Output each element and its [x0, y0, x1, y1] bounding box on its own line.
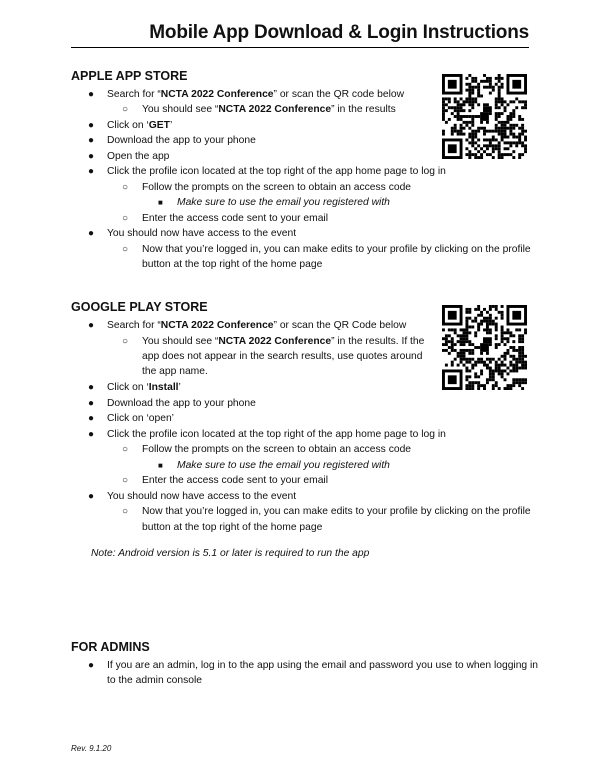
bullet: ○ [122, 104, 129, 115]
apple-line-7: Follow the prompts on the screen to obtain an access code [142, 182, 412, 193]
android-note: Note: Android version is 5.1 or later is required to run the app [91, 548, 370, 559]
bullet: ● [88, 660, 95, 671]
google-line-10: You should now have access to the event [107, 491, 297, 502]
google-line-2c: the app name. [142, 366, 208, 377]
google-line-5: Click on ‘open’ [107, 413, 174, 424]
bullet: ■ [158, 198, 163, 207]
apple-line-4: Download the app to your phone [107, 135, 256, 146]
google-line-2b: app does not appear in the search results, use quotes around [142, 351, 423, 362]
page-title: Mobile App Download & Login Instructions [149, 22, 529, 43]
bullet: ● [88, 151, 95, 162]
revision-label: Rev. 9.1.20 [71, 744, 112, 753]
google-line-8: Make sure to use the email you registered with [177, 460, 390, 471]
admins-line-1: If you are an admin, log in to the app using the email and password you use to when logging in [107, 660, 539, 671]
apple-line-8: Make sure to use the email you registered with [177, 197, 390, 208]
apple-line-10: You should now have access to the event [107, 228, 297, 239]
bullet: ● [88, 429, 95, 440]
google-qr-code-image [442, 305, 527, 390]
google-line-3: Click on ‘Install’ [107, 382, 181, 393]
google-line-2: You should see “NCTA 2022 Conference” in the results. If the [142, 336, 425, 347]
apple-line-9: Enter the access code sent to your email [142, 213, 329, 224]
apple-line-11: Now that you’re logged in, you can make edits to your profile by clicking on the profile [142, 244, 531, 255]
apple-line-5: Open the app [107, 151, 170, 162]
apple-line-12: button at the top right of the home page [142, 259, 323, 270]
bullet: ● [88, 320, 95, 331]
title-rule [71, 47, 529, 48]
bullet: ○ [122, 182, 129, 193]
bullet: ● [88, 228, 95, 239]
bullet: ● [88, 120, 95, 131]
google-line-4: Download the app to your phone [107, 398, 256, 409]
bullet: ● [88, 89, 95, 100]
apple-line-1: Search for “NCTA 2022 Conference” or scan the QR code below [107, 89, 405, 100]
apple-line-6: Click the profile icon located at the top right of the app home page to log in [107, 166, 446, 177]
bullet: ● [88, 491, 95, 502]
apple-line-2: You should see “NCTA 2022 Conference” in the results [142, 104, 396, 115]
bullet: ● [88, 398, 95, 409]
bullet: ● [88, 413, 95, 424]
google-line-7: Follow the prompts on the screen to obtain an access code [142, 444, 412, 455]
google-line-6: Click the profile icon located at the top right of the app home page to log in [107, 429, 446, 440]
google-line-12: button at the top right of the home page [142, 522, 323, 533]
bullet: ○ [122, 444, 129, 455]
apple-heading: APPLE APP STORE [71, 69, 188, 83]
bullet: ■ [158, 461, 163, 470]
google-line-11: Now that you’re logged in, you can make edits to your profile by clicking on the profile [142, 506, 531, 517]
bullet: ● [88, 166, 95, 177]
bullet: ○ [122, 213, 129, 224]
bullet: ○ [122, 506, 129, 517]
admins-heading: FOR ADMINS [71, 640, 150, 654]
google-line-1: Search for “NCTA 2022 Conference” or scan the QR Code below [107, 320, 407, 331]
apple-line-3: Click on ‘GET’ [107, 120, 173, 131]
bullet: ○ [122, 336, 129, 347]
google-line-9: Enter the access code sent to your email [142, 475, 329, 486]
google-heading: GOOGLE PLAY STORE [71, 300, 208, 314]
bullet: ○ [122, 475, 129, 486]
apple-qr-code-image [442, 74, 527, 159]
bullet: ○ [122, 244, 129, 255]
admins-line-2: to the admin console [107, 675, 203, 686]
bullet: ● [88, 382, 95, 393]
bullet: ● [88, 135, 95, 146]
